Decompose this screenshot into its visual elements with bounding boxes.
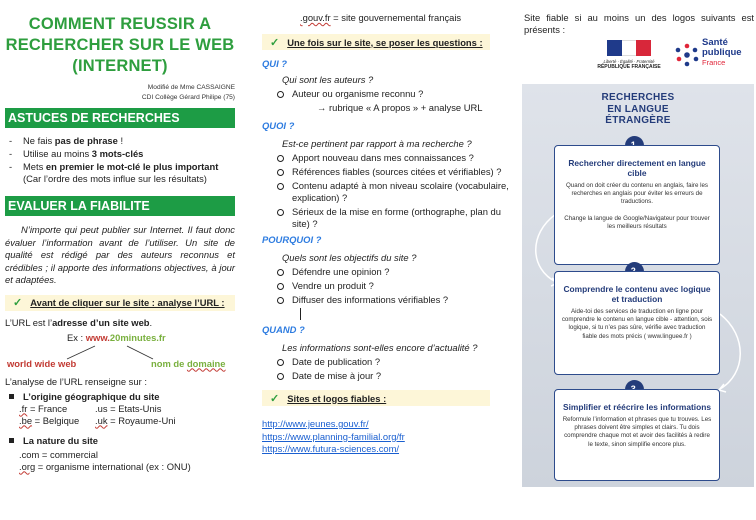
tips-list <box>5 135 235 185</box>
section-heading-quand: QUAND ? <box>262 324 305 335</box>
checkmark-icon: ✓ <box>13 297 23 309</box>
column-right <box>522 0 754 448</box>
section-heading-pourquoi: POURQUOI ? <box>262 234 322 245</box>
nature-row: .com = commercial <box>19 448 98 460</box>
gouv-line: .gouv.fr = site gouvernemental français <box>300 12 462 23</box>
column-middle <box>262 0 510 456</box>
page-title: COMMENT REUSSIR A RECHERCHER SUR LE WEB (INTERNET) <box>5 15 235 75</box>
url-annotations <box>5 344 235 370</box>
section-list <box>274 88 510 100</box>
flag-icon <box>607 40 651 56</box>
section-list <box>274 152 510 230</box>
column-left <box>5 0 235 473</box>
dots-icon <box>674 42 700 68</box>
section-list <box>274 266 510 306</box>
infographic-foreign-language <box>522 84 754 487</box>
list-item: Sérieux de la mise en forme (orthographe, plan du site) ? <box>274 206 510 230</box>
republique-francaise-logo: Liberté · Égalité · Fraternité RÉPUBLIQUE FRANÇAISE <box>594 40 664 78</box>
nature-row: .org = organisme international (ex : ONU) <box>19 460 191 472</box>
list-item: Défendre une opinion ? <box>274 266 510 278</box>
sante-publique-logo: Santé publique France <box>674 36 754 78</box>
section-question: Les informations sont-elles encore d’actualité ? <box>282 342 478 353</box>
analysis-list <box>5 391 235 473</box>
step-card-1: Rechercher directement en langue cible Quand on doit créer du contenu en anglais, faire les recherches en anglais pour éviter les erreurs de traductions. Change la langue de Google/Navigateur pour trouver les meilleurs résultats <box>554 145 720 265</box>
eval-paragraph: N’importe qui peut publier sur Internet. Il faut donc évaluer l’information avant de l’utiliser. Un site de qualité est rédigé par des auteurs reconnus et crédibles ; il apporte des informations objectives, à jour et adaptées. <box>5 224 235 285</box>
section-question: Qui sont les auteurs ? <box>282 74 374 85</box>
list-item: Apport nouveau dans mes connaissances ? <box>274 152 510 164</box>
list-item: Vendre un produit ? <box>274 280 510 292</box>
list-item: Diffuser des informations vérifiables ? <box>274 294 510 306</box>
url-example: Ex : www.20minutes.fr <box>67 331 166 343</box>
sub-hint: → rubrique « A propos » + analyse URL <box>317 102 483 113</box>
link-planning-familial[interactable]: https://www.planning-familial.org/fr <box>262 430 405 442</box>
links-list <box>262 418 510 456</box>
list-item: Date de mise à jour ? <box>274 370 510 382</box>
list-item: La nature du site .com = commercial .org = organisme international (ex : ONU) <box>5 435 235 473</box>
step-card-2: Comprendre le contenu avec logique et traduction Aide-toi des services de traduction en ligne pour comprendre le contenu en langue cible - attention, sois logique, si tu n’es pas sûre, vérifie avec traduction fiable des mots précis ( www.linguee.fr ) <box>554 271 720 375</box>
list-item: Auteur ou organisme reconnu ? <box>274 88 510 100</box>
list-item: Contenu adapté à mon niveau scolaire (vocabulaire, explication) ? <box>274 180 510 204</box>
geo-row: .be = Belgique .uk = Royaume-Uni <box>19 414 176 426</box>
analysis-intro: L’analyse de l’URL renseigne sur : <box>5 375 147 387</box>
tips-heading: ASTUCES DE RECHERCHES <box>5 108 235 128</box>
before-click-box: ✓ Avant de cliquer sur le site : analyse l’URL : <box>5 295 235 311</box>
questions-box: ✓ Une fois sur le site, se poser les questions : <box>262 34 490 50</box>
author-credit: Modifié de Mme CASSAIGNE CDI Collège Gérard Philipe (75) <box>141 84 235 101</box>
list-item: Références fiables (sources citées et vérifiables) ? <box>274 166 510 178</box>
infographic-title: RECHERCHES EN LANGUE ÉTRANGÈRE <box>601 92 675 126</box>
list-item: - Mets en premier le mot-clé le plus important (Car l’ordre des mots influe sur les résultats) <box>5 161 235 185</box>
text-cursor <box>300 308 301 320</box>
section-heading-qui: QUI ? <box>262 58 287 69</box>
checkmark-icon: ✓ <box>270 392 280 405</box>
list-item: - Utilise au moins 3 mots-clés <box>5 148 235 160</box>
list-item: L’origine géographique du site .fr = France .us = Etats-Unis .be = Belgique .uk = Royaume-Uni <box>5 391 235 427</box>
url-definition: L’URL est l’adresse d’un site web. <box>5 316 153 328</box>
section-question: Quels sont les objectifs du site ? <box>282 252 417 263</box>
eval-heading: EVALUER LA FIABILITE <box>5 196 235 216</box>
checkmark-icon: ✓ <box>270 36 280 49</box>
domain-label: nom de domaine <box>151 357 226 369</box>
geo-row: .fr = France .us = Etats-Unis <box>19 402 162 414</box>
link-jeunes[interactable]: http://www.jeunes.gouv.fr/ <box>262 418 369 429</box>
section-question: Est-ce pertinent par rapport à ma recherche ? <box>282 138 472 149</box>
logos-intro: Site fiable si au moins un des logos suivants est présents : <box>524 12 754 35</box>
section-list <box>274 356 510 382</box>
sites-box: ✓ Sites et logos fiables : <box>262 390 490 406</box>
link-futura-sciences[interactable]: https://www.futura-sciences.com/ <box>262 443 400 454</box>
section-heading-quoi: QUOI ? <box>262 120 295 131</box>
step-card-3: Simplifier et réécrire les informations Reformule l’information et phrases que tu trouves. Les phrases doivent être simples et clairs. Tu dois comprendre chaque mot et avoir des facilités à redire le texte, sinon simplifie encore plus. <box>554 389 720 481</box>
list-item: - Ne fais pas de phrase ! <box>5 135 235 147</box>
list-item: Date de publication ? <box>274 356 510 368</box>
www-label: world wide web <box>7 357 77 369</box>
